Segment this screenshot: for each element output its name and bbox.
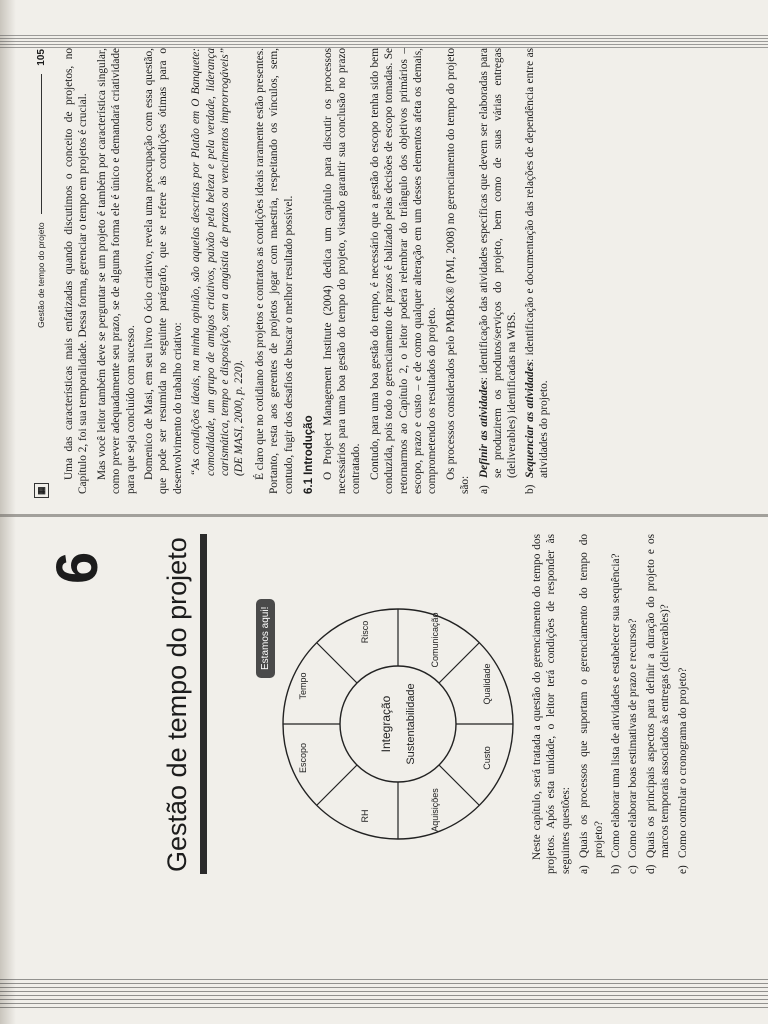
question-text: Como controlar o cronograma do projeto?	[676, 667, 689, 858]
process-label: b)	[523, 484, 536, 494]
body-paragraph: É claro que no cotidiano dos projetos e contratos as condições ideais raramente estão presentes. Portanto, resta aos gerentes de projetos jogar com maestria, respeitando os vínculos, sem, contudo, fugir dos desafios de buscar o melhor resultado possível.	[253, 48, 295, 494]
block-quote: “As condições ideais, na minha opinião, são aquelas descritas por Platão em O Banquete: comodidade, um grupo de amigos criativos, paixão pela beleza e pela verdade, liderança carismática, tempo e disposição, sem a angústia de prazos ou vencimentos improrrogáveis” (DE MASI, 2000, p. 220).	[190, 48, 246, 476]
process-term: Definir as atividades	[477, 380, 490, 478]
body-paragraph: Uma das características mais enfatizadas quando discutimos o conceito de projetos, no Capítulo 2, foi sua temporalidade. Dessa forma, gerenciar o tempo em projetos é crucial.	[63, 48, 90, 494]
chapter-title: Gestão de tempo do projeto	[162, 537, 192, 872]
chapter-number: 6	[45, 551, 110, 584]
wheel-segment-comunicacao: Comunicação	[430, 612, 440, 668]
we-are-here-bubble: Estamos aqui!	[256, 599, 275, 678]
wheel-segment-tempo: Tempo	[298, 672, 308, 700]
body-paragraph: O Project Management Institute (2004) dedica um capítulo para discutir os processos necessários para uma boa gestão do tempo do projeto, visando garantir sua conclusão no prazo contratado.	[321, 48, 363, 494]
wheel-center-sustentabilidade: Sustentabilidade	[405, 683, 417, 765]
running-header	[36, 49, 47, 504]
right-page-body	[62, 48, 555, 494]
question-text: Quais os principais aspectos para definir a duração do projeto e os marcos temporais associados às entregas (deliverables)?	[644, 534, 672, 858]
left-page	[0, 524, 768, 994]
wheel-segment-aquisicoes: Aquisições	[430, 788, 440, 832]
process-label: a)	[477, 485, 490, 494]
process-description: : identificação e documentação das relações de dependência entre as atividades do projeto.	[523, 48, 551, 478]
wheel-segment-qualidade: Qualidade	[482, 663, 492, 705]
body-paragraph: Contudo, para uma boa gestão do tempo, é necessário que a gestão do escopo tenha sido bem conduzida, pois todo o gerenciamento de prazos é balizado pelas decisões de escopo tomadas. Se retornarmos ao Capítulo 2, o leitor poderá relembrar do triângulo dos objetivos primários – escopo, prazo e custo – e de como qualquer alteração em um desses elementos afeta os demais, comprometendo os resultados do projeto.	[368, 48, 439, 494]
question-label: e)	[676, 865, 689, 874]
project-areas-wheel	[278, 604, 518, 844]
question-label: a)	[578, 865, 591, 874]
chapter-title-bar	[200, 534, 207, 874]
question-text: Como elaborar boas estimativas de prazo e recursos?	[627, 618, 640, 858]
process-text	[523, 48, 552, 478]
question-item	[577, 534, 606, 874]
section-heading: 6.1 Introdução	[303, 415, 316, 494]
process-description: : identificação das atividades específicas que devem ser elaboradas para se produzirem os produtos/serviços do projeto, bem como de suas várias entregas (deliverables) identificadas na WBS.	[477, 48, 519, 478]
process-item	[523, 48, 552, 494]
process-text	[477, 48, 520, 478]
question-item	[626, 534, 640, 874]
wheel-center-integracao: Integração	[379, 695, 393, 753]
question-label: d)	[644, 864, 657, 874]
running-header-title: Gestão de tempo do projeto	[36, 222, 46, 328]
running-header-rule	[41, 74, 42, 214]
question-item	[609, 534, 623, 874]
page-number: 105	[36, 49, 47, 66]
body-paragraph: Mas você leitor também deve se perguntar se um projeto é também por característica singular, como prever adequadamente seu prazo, se de alguma forma ele é único e demandará criatividade para que seja concluído com sucesso.	[95, 48, 137, 494]
question-text: Quais os processos que suportam o gerenciamento do tempo do projeto?	[578, 534, 605, 858]
chapter-intro-text	[530, 534, 693, 874]
question-item	[644, 534, 673, 874]
body-paragraph: Domenico de Masi, em seu livro O ócio criativo, revela uma preocupação com essa questão, que pode ser resumida no seguinte parágrafo, que se refere às condições ótimas para o desenvolvimento do trabalho criativo:	[143, 48, 184, 494]
question-text: Como elaborar uma lista de atividades e estabelecer sua sequência?	[610, 553, 623, 858]
wheel-segment-custo: Custo	[482, 746, 492, 770]
process-item	[477, 48, 520, 494]
right-page	[0, 34, 768, 504]
chapter-intro-paragraph: Neste capítulo, será tratada a questão do gerenciamento do tempo dos projetos. Após esta unidade, o leitor terá condições de responder às seguintes questões:	[531, 534, 572, 874]
wheel-segment-escopo: Escopo	[298, 742, 308, 774]
wheel-segment-rh: RH	[360, 809, 370, 823]
wheel-segment-risco: Risco	[360, 620, 370, 644]
process-term: Sequenciar as atividades	[523, 361, 536, 478]
question-item	[676, 534, 690, 874]
body-paragraph: Os processos considerados pelo PMBoK® (PMI, 2008) no gerenciamento do tempo do projeto são:	[444, 48, 472, 494]
question-label: b)	[610, 864, 623, 874]
publisher-logo: ▦	[34, 483, 49, 498]
question-label: c)	[627, 865, 640, 874]
